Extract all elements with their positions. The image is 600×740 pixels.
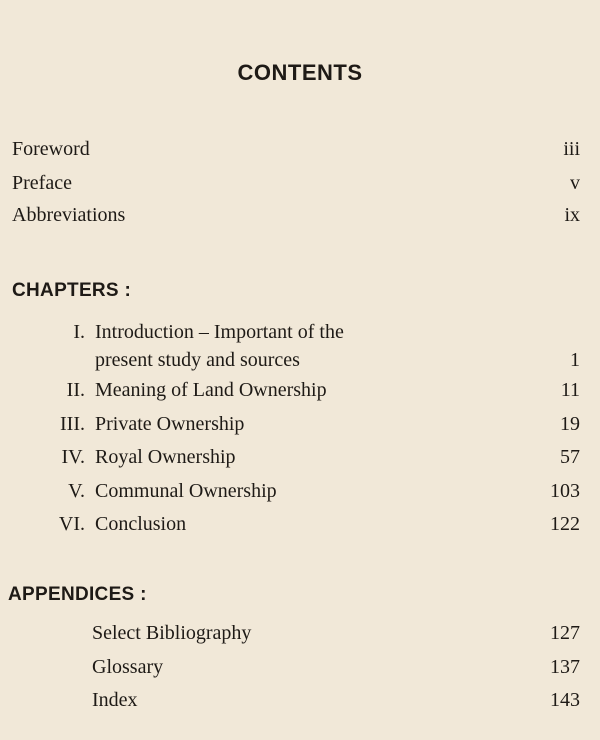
front-matter-page: v	[570, 172, 580, 194]
appendix-row	[0, 656, 600, 686]
chapter-title: Private Ownership	[95, 413, 245, 435]
appendix-title: Index	[92, 689, 138, 711]
chapter-title: Conclusion	[95, 513, 187, 535]
appendix-row	[0, 689, 600, 719]
chapter-row	[0, 443, 600, 471]
front-matter-label: Foreword	[12, 138, 90, 160]
front-matter-row	[0, 172, 600, 202]
chapter-page: 19	[560, 413, 580, 435]
chapter-number: VI.	[58, 513, 85, 535]
appendix-page: 143	[550, 689, 580, 711]
appendix-row	[0, 622, 600, 652]
chapter-number: III.	[60, 413, 85, 435]
front-matter-label: Abbreviations	[12, 204, 126, 226]
chapter-number: V.	[68, 480, 85, 502]
chapter-number: II.	[66, 379, 85, 401]
chapter-row	[0, 410, 600, 438]
front-matter-page: ix	[564, 204, 580, 226]
appendix-page: 137	[550, 656, 580, 678]
chapter-row	[0, 510, 600, 538]
chapters-heading: CHAPTERS :	[12, 280, 132, 301]
front-matter-row	[0, 204, 600, 234]
chapter-title: Introduction – Important of the present study and sources	[95, 321, 344, 371]
chapter-row	[0, 376, 600, 404]
chapter-page: 57	[560, 446, 580, 468]
chapter-row	[0, 318, 600, 374]
page-title: CONTENTS	[237, 60, 363, 85]
front-matter-row	[0, 138, 600, 168]
chapter-page: 122	[550, 513, 580, 535]
appendix-title: Glossary	[92, 656, 164, 678]
chapter-row	[0, 477, 600, 505]
chapter-title: Communal Ownership	[95, 480, 277, 502]
appendix-title: Select Bibliography	[92, 622, 252, 644]
chapter-page: 1	[570, 349, 580, 371]
chapter-title: Meaning of Land Ownership	[95, 379, 327, 401]
appendices-heading: APPENDICES :	[8, 584, 147, 605]
appendix-page: 127	[550, 622, 580, 644]
front-matter-page: iii	[563, 138, 580, 160]
chapter-page: 11	[560, 379, 580, 401]
front-matter-label: Preface	[12, 172, 72, 194]
chapter-title: Royal Ownership	[95, 446, 236, 468]
chapter-page: 103	[550, 480, 580, 502]
chapter-number: I.	[73, 321, 85, 343]
chapter-number: IV.	[61, 446, 85, 468]
